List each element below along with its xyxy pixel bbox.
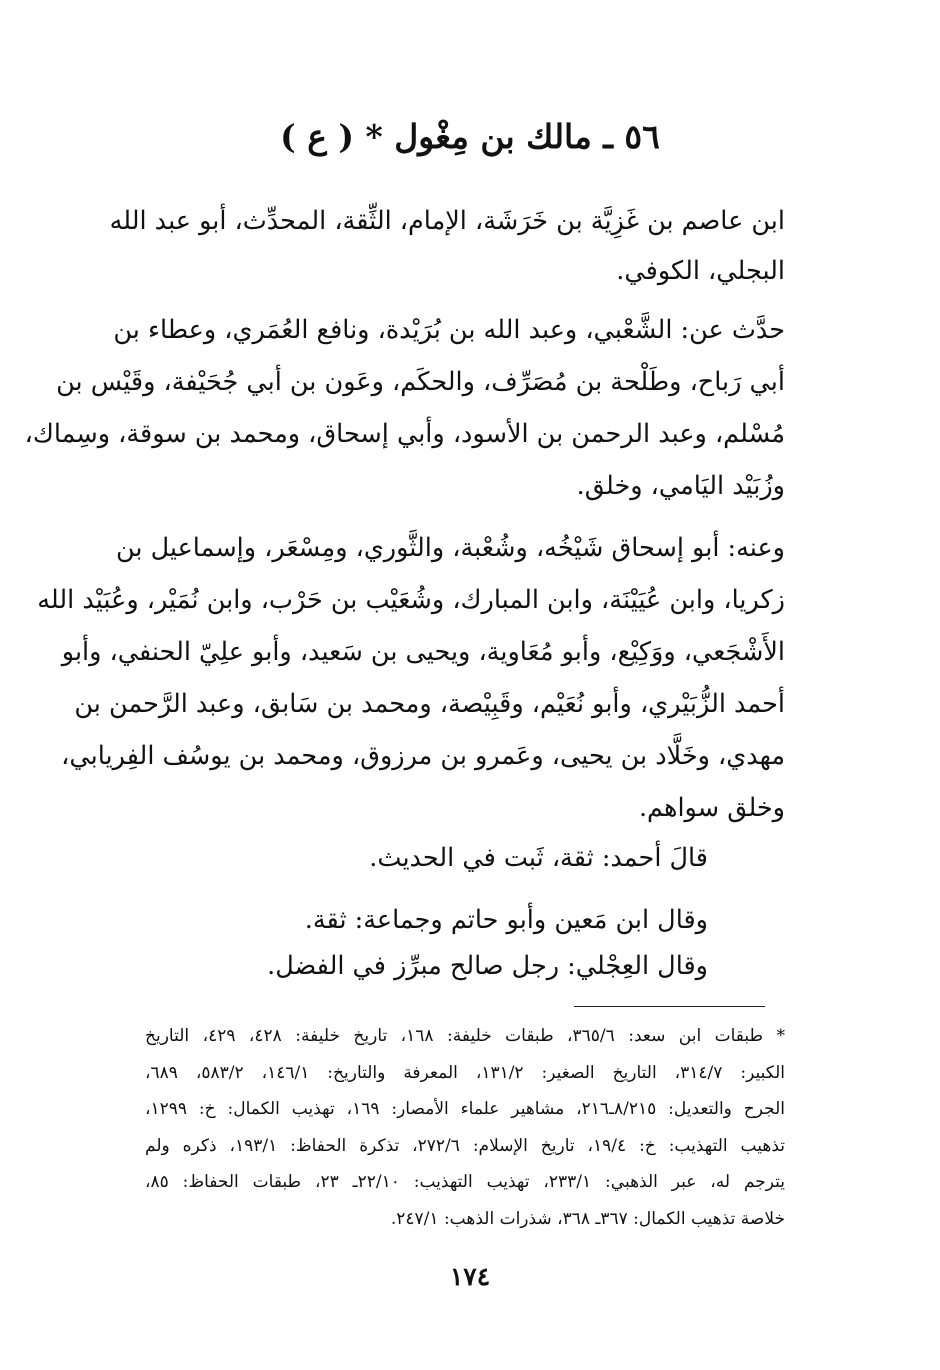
teachers-line-1: حدَّث عن: الشَّعْبي، وعبد الله بن بُرَيْدة، ونافع العُمَري، وعطاء بن <box>113 315 785 345</box>
teachers-line-4: وزُبَيْد اليَامي، وخلق. <box>576 471 785 501</box>
intro-paragraph <box>109 196 785 296</box>
students-line-1: وعنه: أبو إسحاق شَيْخُه، وشُعْبة، والثَّوري، ومِسْعَر، وإسماعيل بن <box>115 533 785 563</box>
quote-ibn-maeen: وقال ابن مَعين وأبو حاتم وجماعة: ثقة. <box>304 905 708 935</box>
students-line-2: زكريا، وابن عُيَيْنَة، وابن المبارك، وشُعَيْب بن حَرْب، وابن نُمَيْر، وعُبَيْد الله <box>37 585 785 615</box>
teachers-line-2: أبي رَباح، وطَلْحة بن مُصَرِّف، والحكَم، وعَون بن أبي جُحَيْفة، وقَيْس بن <box>56 367 785 397</box>
students-line-6: وخلق سواهم. <box>638 793 785 823</box>
students-line-4: أحمد الزُّبَيْري، وأبو نُعَيْم، وقَبِيْصة، ومحمد بن سَابق، وعبد الرَّحمن بن <box>74 689 785 719</box>
teachers-paragraph <box>24 304 785 512</box>
footnote-line-4: تذهيب التهذيب: خ: ١٩/٤، تاريخ الإسلام: ٢٧٢/٦، تذكرة الحفاظ: ١٩٣/١، ذكره ولم <box>145 1135 785 1156</box>
footnote-line-6: خلاصة تذهيب الكمال: ٣٦٧ـ ٣٦٨، شذرات الذهب: ٢٤٧/١. <box>390 1208 785 1229</box>
entry-title: ٥٦ ـ مالك بن مِغْول * ( ع ) <box>280 117 660 156</box>
footnote-line-3: الجرح والتعديل: ٨/٢١٥ـ٢١٦، مشاهير علماء الأمصار: ١٦٩، تهذيب الكمال: خ: ١٢٩٩، <box>145 1099 785 1119</box>
quote-ijli: وقال العِجْلي: رجل صالح مبرِّز في الفضل. <box>267 951 708 981</box>
students-line-5: مهدي، وخَلَّاد بن يحيى، وعَمرو بن مرزوق، ومحمد بن يوسُف الفِريابي، <box>61 741 785 771</box>
intro-line-1: ابن عاصم بن غَزِيَّة بن خَرَشَة، الإمام، الثِّقة، المحدِّث، أبو عبد الله <box>109 206 785 236</box>
footnote-divider <box>574 1006 765 1007</box>
footnote-line-5: يترجم له، عبر الذهبي: ٢٣٣/١، تهذيب التهذيب: ٢٢/١٠ـ ٢٣، طبقات الحفاظ: ٨٥، <box>145 1172 786 1192</box>
students-line-3: الأَشْجَعي، ووَكِيْع، وأبو مُعَاوية، ويحيى بن سَعيد، وأبو علِيّ الحنفي، وأبو <box>61 637 785 667</box>
footnote-line-2: الكبير: ٣١٤/٧، التاريخ الصغير: ١٣١/٢، المعرفة والتاريخ: ١٤٦/١، ٥٨٣/٢، ٦٨٩، <box>145 1062 786 1083</box>
footnote-sources <box>145 1018 785 1237</box>
page-number: ١٧٤ <box>449 1262 491 1291</box>
intro-line-2: البجلي، الكوفي. <box>616 256 785 286</box>
teachers-line-3: مُسْلم، وعبد الرحمن بن الأسود، وأبي إسحاق، ومحمد بن سوقة، وسِماك، <box>24 419 785 449</box>
footnote-line-1: * طبقات ابن سعد: ٣٦٥/٦، طبقات خليفة: ١٦٨، تاريخ خليفة: ٤٢٨، ٤٢٩، التاريخ <box>145 1026 785 1046</box>
students-paragraph <box>37 522 785 834</box>
quote-ahmad: قالَ أحمد: ثقة، ثَبت في الحديث. <box>369 843 708 873</box>
